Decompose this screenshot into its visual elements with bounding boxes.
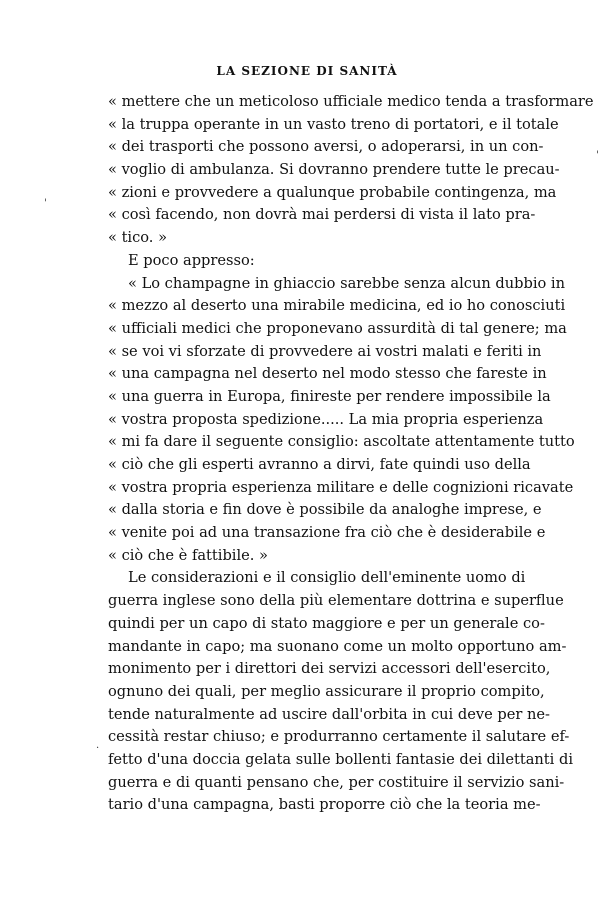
margin-speck: ' [596,150,599,161]
text-line: « una guerra in Europa, finireste per rendere impossibile la [108,387,551,405]
text-line: E poco appresso: [128,251,255,269]
text-line: monimento per i direttori dei servizi accessori dell'esercito, [108,660,551,678]
text-line: « vostra proposta spedizione..... La mia propria esperienza [108,410,544,428]
body-text [108,91,594,817]
text-line: fetto d'una doccia gelata sulle bollenti fantasie dei dilettanti di [108,750,573,768]
text-line: « mettere che un meticoloso ufficiale medico tenda a trasformare [108,93,594,110]
running-header: LA SEZIONE DI SANITÀ [216,64,398,78]
text-line: « mi fa dare il seguente consiglio: ascoltate attentamente tutto [108,433,575,451]
text-line: Le considerazioni e il consiglio dell'eminente uomo di [128,569,526,587]
text-line: ognuno dei quali, per meglio assicurare il proprio compito, [108,682,545,700]
margin-speck: . [96,740,100,751]
text-line: « così facendo, non dovrà mai perdersi di vista il lato pra- [108,206,536,224]
text-line: « Lo champagne in ghiaccio sarebbe senza alcun dubbio in [128,274,565,292]
text-line: mandante in capo; ma suonano come un molto opportuno am- [108,637,567,655]
text-line: « dalla storia e fin dove è possibile da analoghe imprese, e [108,501,542,519]
text-line: « venite poi ad una transazione fra ciò che è desiderabile e [108,524,546,542]
text-line: « la truppa operante in un vasto treno di portatori, e il totale [108,115,559,133]
text-line: « dei trasporti che possono aversi, o adoperarsi, in un con- [108,138,544,156]
text-line: « se voi vi sforzate di provvedere ai vostri malati e feriti in [108,342,542,360]
text-line: « mezzo al deserto una mirabile medicina, ed io ho conosciuti [108,297,566,315]
text-line: tende naturalmente ad uscire dall'orbita in cui deve per ne- [108,705,550,723]
text-line: tario d'una campagna, basti proporre ciò che la teoria me- [108,796,541,814]
text-line: quindi per un capo di stato maggiore e per un generale co- [108,614,545,632]
text-line: cessità restar chiuso; e produrranno certamente il salutare ef- [108,728,570,746]
text-line: guerra e di quanti pensano che, per costituire il servizio sani- [108,773,565,791]
text-line: « vostra propria esperienza militare e delle cognizioni ricavate [108,478,574,496]
text-line: « voglio di ambulanza. Si dovranno prendere tutte le precau- [108,161,560,179]
text-line: « ufficiali medici che proponevano assurdità di tal genere; ma [108,319,567,337]
text-line: « zioni e provvedere a qualunque probabile contingenza, ma [108,183,557,201]
text-line: guerra inglese sono della più elementare dottrina e superflue [108,592,564,610]
text-line: « ciò che gli esperti avranno a dirvi, fate quindi uso della [108,456,531,473]
margin-speck: ' [44,198,47,209]
text-line: « tico. » [108,229,168,247]
text-line: « ciò che è fattibile. » [108,546,268,564]
text-line: « una campagna nel deserto nel modo stesso che fareste in [108,365,547,383]
